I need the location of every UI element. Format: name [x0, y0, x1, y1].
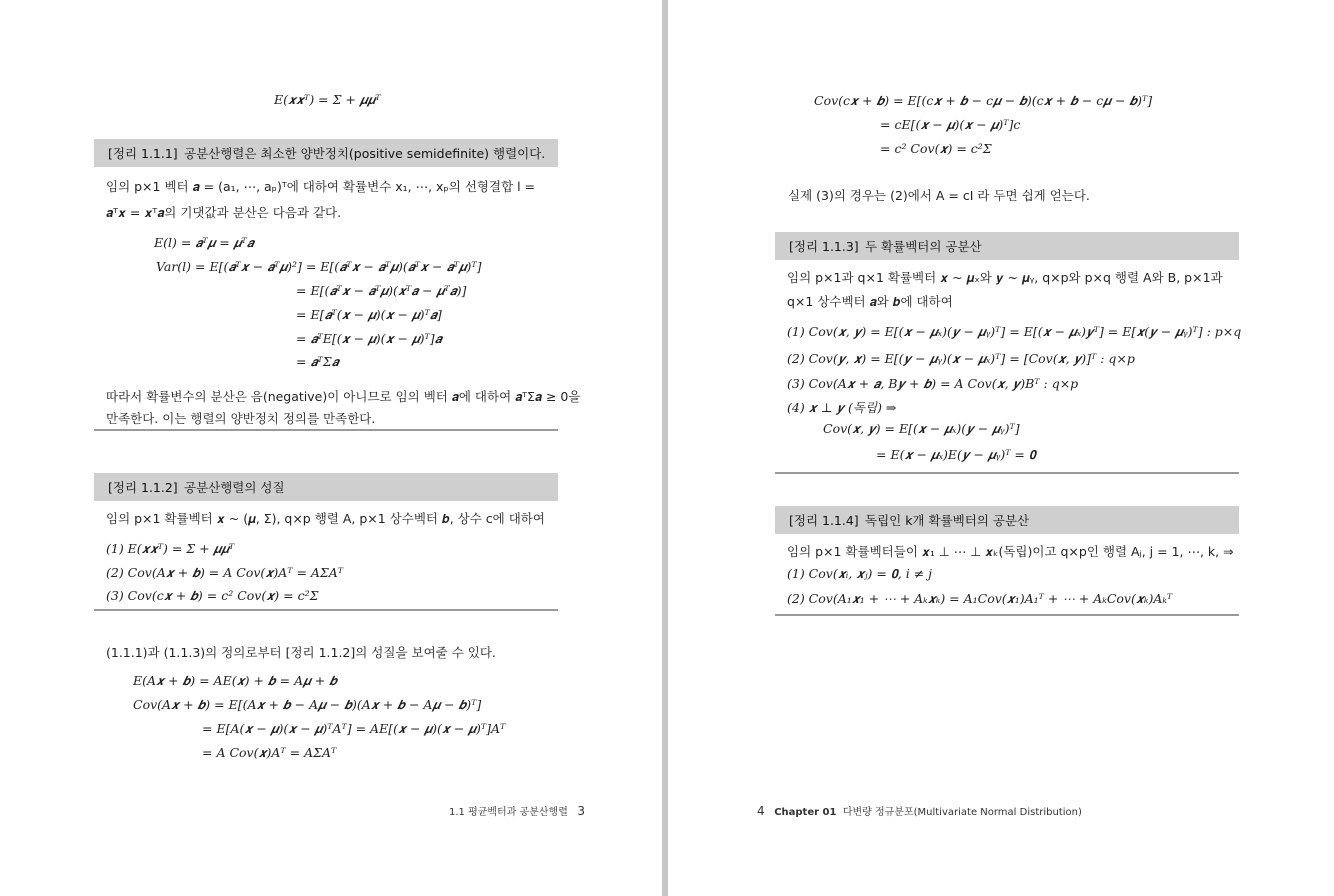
theorem-tag: [정리 1.1.4]	[789, 513, 859, 528]
theorem-intro: 임의 p×1 확률벡터 𝒙 ~ (𝝁, Σ), q×p 행렬 A, p×1 상수벡터 𝒃, 상수 c에 대하여	[106, 511, 545, 526]
footer-section: 1.1 평균벡터과 공분산행렬	[449, 807, 568, 818]
page-footer	[757, 803, 1082, 818]
equation: = c² Cov(𝒙) = c²Σ	[880, 141, 992, 156]
theorem-title: 공분산행렬의 성질	[184, 480, 285, 495]
equation: Cov(𝒙, 𝒚) = E[(𝒙 − 𝝁ₓ)(𝒚 − 𝝁ᵧ)ᵀ]	[823, 421, 1020, 436]
theorem-1-1-4-header	[775, 506, 1239, 534]
theorem-1-1-1-header	[94, 139, 558, 167]
section-rule	[94, 429, 558, 431]
theorem-tag: [정리 1.1.1]	[108, 146, 178, 161]
chapter-label: Chapter 01	[774, 807, 837, 818]
equation: E(l) = 𝒂ᵀ𝝁 = 𝝁ᵀ𝒂	[154, 235, 254, 250]
equation: E(A𝒙 + 𝒃) = AE(𝒙) + 𝒃 = A𝝁 + 𝒃	[133, 673, 337, 688]
theorem-item: (3) Cov(A𝒙 + 𝒂, B𝒚 + 𝒃) = A Cov(𝒙, 𝒚)Bᵀ : q×p	[787, 376, 1079, 391]
theorem-item: (1) Cov(𝒙ᵢ, 𝒙ⱼ) = 𝟎, i ≠ j	[787, 566, 933, 581]
equation: Cov(A𝒙 + 𝒃) = E[(A𝒙 + 𝒃 − A𝝁 − 𝒃)(A𝒙 + 𝒃 − A𝝁 − 𝒃)ᵀ]	[133, 697, 482, 712]
theorem-item: (3) Cov(c𝒙 + 𝒃) = c² Cov(𝒙) = c²Σ	[106, 588, 319, 603]
theorem-line: q×1 상수벡터 𝒂와 𝒃에 대하여	[787, 294, 953, 309]
chapter-title: 다변량 정규분포(Multivariate Normal Distribution)	[842, 807, 1082, 818]
page-footer	[449, 803, 585, 818]
section-rule	[775, 472, 1239, 474]
top-equation: E(𝒙𝒙ᵀ) = Σ + 𝝁𝝁ᵀ	[274, 92, 381, 107]
theorem-title: 두 확률벡터의 공분산	[865, 239, 982, 254]
theorem-line: 임의 p×1 벡터 𝒂 = (a₁, ⋯, aₚ)ᵀ에 대하여 확률변수 x₁, ⋯, xₚ의 선형결합 l =	[106, 179, 536, 194]
theorem-item: (2) Cov(A𝒙 + 𝒃) = A Cov(𝒙)Aᵀ = AΣAᵀ	[106, 565, 344, 580]
theorem-tag: [정리 1.1.3]	[789, 239, 859, 254]
equation: = E[A(𝒙 − 𝝁)(𝒙 − 𝝁)ᵀAᵀ] = AE[(𝒙 − 𝝁)(𝒙 − 𝝁)ᵀ]Aᵀ	[202, 721, 506, 736]
note-text: 실제 (3)의 경우는 (2)에서 A = cI 라 두면 쉽게 얻는다.	[788, 188, 1090, 203]
theorem-title: 공분산행렬은 최소한 양반정치(positive semidefinite) 행렬이다.	[184, 146, 546, 161]
proof-intro: (1.1.1)과 (1.1.3)의 정의로부터 [정리 1.1.2]의 성질을 보여줄 수 있다.	[106, 645, 496, 660]
equation: = 𝒂ᵀΣ𝒂	[296, 354, 339, 369]
conclusion-line: 만족한다. 이는 행렬의 양반정치 정의를 만족한다.	[106, 411, 376, 426]
theorem-line: 임의 p×1과 q×1 확률벡터 𝒙 ~ 𝝁ₓ와 𝒚 ~ 𝝁ᵧ, q×p와 p×q 행렬 A와 B, p×1과	[787, 270, 1223, 285]
theorem-1-1-2-header	[94, 473, 558, 501]
theorem-tag: [정리 1.1.2]	[108, 480, 178, 495]
equation: = E(𝒙 − 𝝁ₓ)E(𝒚 − 𝝁ᵧ)ᵀ = 𝟎	[876, 447, 1036, 462]
section-rule	[775, 614, 1239, 616]
equation: = A Cov(𝒙)Aᵀ = AΣAᵀ	[202, 745, 337, 760]
theorem-line: 𝒂ᵀ𝒙 = 𝒙ᵀ𝒂의 기댓값과 분산은 다음과 같다.	[106, 205, 342, 220]
theorem-item: (4) 𝒙 ⊥ 𝒚 (독립) ⇒	[787, 400, 897, 415]
theorem-item: (1) Cov(𝒙, 𝒚) = E[(𝒙 − 𝝁ₓ)(𝒚 − 𝝁ᵧ)ᵀ] = E[(𝒙 − 𝝁ₓ)𝒚ᵀ] = E[𝒙(𝒚 − 𝝁ᵧ)ᵀ] : p×q	[787, 324, 1242, 339]
equation: = cE[(𝒙 − 𝝁)(𝒙 − 𝝁)ᵀ]c	[880, 117, 1021, 132]
equation: Cov(c𝒙 + 𝒃) = E[(c𝒙 + 𝒃 − c𝝁 − 𝒃)(c𝒙 + 𝒃 − c𝝁 − 𝒃)ᵀ]	[814, 93, 1153, 108]
left-page	[0, 0, 662, 896]
theorem-item: (1) E(𝒙𝒙ᵀ) = Σ + 𝝁𝝁ᵀ	[106, 541, 235, 556]
theorem-item: (2) Cov(A₁𝒙₁ + ⋯ + Aₖ𝒙ₖ) = A₁Cov(𝒙₁)A₁ᵀ + ⋯ + AₖCov(𝒙ₖ)Aₖᵀ	[787, 591, 1173, 606]
theorem-1-1-3-header	[775, 232, 1239, 260]
theorem-item: (2) Cov(𝒚, 𝒙) = E[(𝒚 − 𝝁ᵧ)(𝒙 − 𝝁ₓ)ᵀ] = [Cov(𝒙, 𝒚)]ᵀ : q×p	[787, 351, 1135, 366]
theorem-title: 독립인 k개 확률벡터의 공분산	[865, 513, 1030, 528]
right-page	[668, 0, 1334, 896]
equation: = 𝒂ᵀE[(𝒙 − 𝝁)(𝒙 − 𝝁)ᵀ]𝒂	[296, 331, 442, 346]
section-rule	[94, 609, 558, 611]
equation: Var(l) = E[(𝒂ᵀ𝒙 − 𝒂ᵀ𝝁)²] = E[(𝒂ᵀ𝒙 − 𝒂ᵀ𝝁)(𝒂ᵀ𝒙 − 𝒂ᵀ𝝁)ᵀ]	[156, 259, 482, 274]
page-number: 4	[757, 804, 765, 818]
equation: = E[(𝒂ᵀ𝒙 − 𝒂ᵀ𝝁)(𝒙ᵀ𝒂 − 𝝁ᵀ𝒂)]	[296, 283, 467, 298]
theorem-line: 임의 p×1 확률벡터들이 𝒙₁ ⊥ ⋯ ⊥ 𝒙ₖ(독립)이고 q×p인 행렬 Aⱼ, j = 1, ⋯, k, ⇒	[787, 544, 1234, 559]
page-number: 3	[577, 804, 586, 818]
conclusion-line: 따라서 확률변수의 분산은 음(negative)이 아니므로 임의 벡터 𝒂에 대하여 𝒂ᵀΣ𝒂 ≥ 0을	[106, 389, 581, 404]
equation: = E[𝒂ᵀ(𝒙 − 𝝁)(𝒙 − 𝝁)ᵀ𝒂]	[296, 307, 442, 322]
